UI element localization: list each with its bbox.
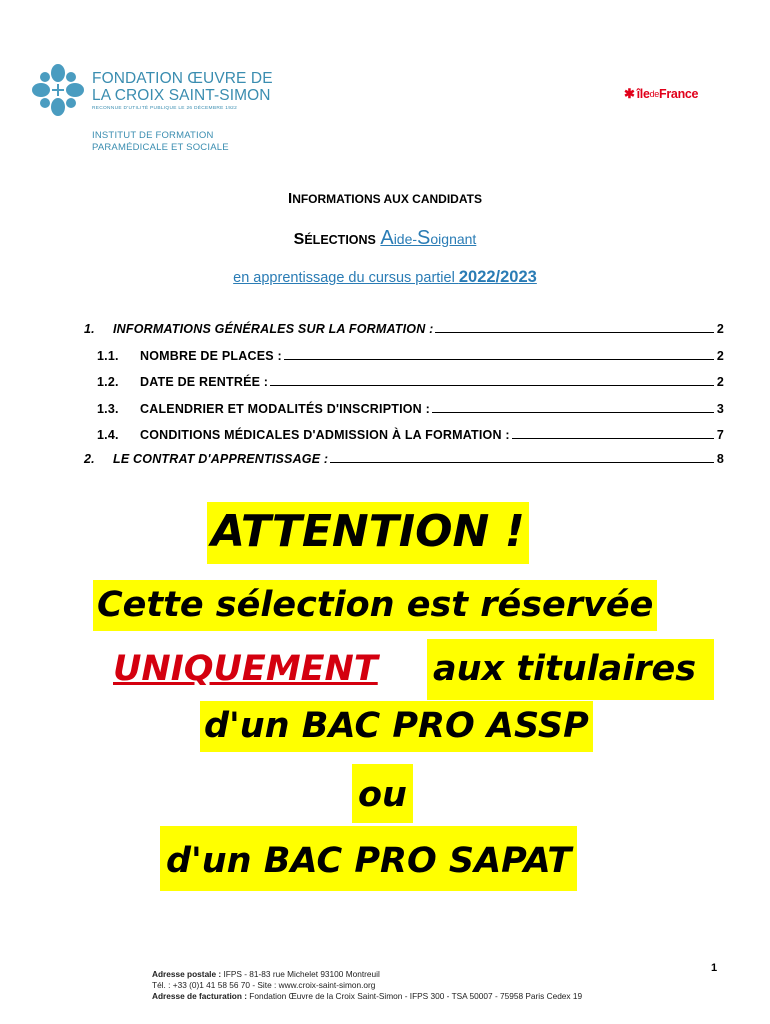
toc-page: 8 <box>716 452 724 466</box>
cursus-subtitle <box>0 268 770 287</box>
star-icon: ✱ <box>624 86 635 101</box>
org-line-2: LA CROIX SAINT-SIMON <box>92 87 271 104</box>
toc-title: NOMBRE DE PLACES : <box>140 349 282 363</box>
toc-title: CALENDRIER ET MODALITÉS D'INSCRIPTION : <box>140 402 430 416</box>
toc-leader <box>270 384 714 386</box>
title-cap: I <box>288 190 293 207</box>
footer-contact: Tél. : +33 (0)1 41 58 56 70 - Site : www.croix-saint-simon.org <box>152 980 376 990</box>
toc-entry[interactable] <box>97 398 724 416</box>
toc-page: 2 <box>716 349 724 363</box>
attention-line-2: aux titulaires <box>433 649 697 689</box>
selection-cap: S <box>293 231 305 248</box>
toc-title: LE CONTRAT D'APPRENTISSAGE : <box>113 452 329 466</box>
ile-de-france-logo <box>624 86 698 102</box>
attention-line-3: d'un BAC PRO ASSP <box>200 701 593 752</box>
selection-rest: ÉLECTIONS <box>304 233 376 247</box>
toc-number: 2. <box>84 452 95 466</box>
toc-entry[interactable] <box>97 345 724 363</box>
foundation-logo-icon <box>32 64 84 116</box>
attention-line-1: Cette sélection est réservée <box>93 580 657 631</box>
toc-title: CONDITIONS MÉDICALES D'ADMISSION À LA FORMATION : <box>140 428 510 442</box>
aide-soignant-link[interactable] <box>380 227 477 249</box>
toc-number: 1.3. <box>97 402 119 416</box>
toc-page: 2 <box>716 322 724 336</box>
organization-name <box>92 70 273 113</box>
region-logo-end: France <box>659 87 699 101</box>
page-number: 1 <box>711 962 718 974</box>
region-logo-main: île <box>636 87 650 101</box>
footer-postal-text: IFPS - 81-83 rue Michelet 93100 Montreuil <box>221 969 380 979</box>
toc-title: DATE DE RENTRÉE : <box>140 375 269 389</box>
footer-postal-label: Adresse postale : <box>152 969 222 979</box>
link-part-b: ide- <box>393 231 418 247</box>
toc-number: 1.4. <box>97 428 119 442</box>
toc-leader <box>330 461 714 463</box>
toc-leader <box>512 437 714 439</box>
toc-entry[interactable] <box>84 448 724 466</box>
toc-number: 1.2. <box>97 375 119 389</box>
cursus-text: en apprentissage du cursus partiel <box>233 270 459 286</box>
toc-page: 3 <box>716 402 724 416</box>
toc-leader <box>284 358 714 360</box>
org-line-1: FONDATION ŒUVRE DE <box>92 70 273 87</box>
attention-uniquement: UNIQUEMENT <box>113 649 378 689</box>
footer-billing-address <box>152 991 582 1002</box>
link-part-d: oignant <box>430 231 477 247</box>
link-part-a: A <box>380 227 394 249</box>
toc-entry[interactable] <box>97 371 724 389</box>
footer-billing-label: Adresse de facturation : <box>152 991 247 1001</box>
toc-entry[interactable] <box>84 318 724 336</box>
selection-title <box>0 227 770 250</box>
title-rest: NFORMATIONS AUX CANDIDATS <box>292 192 482 206</box>
toc-page: 7 <box>716 428 724 442</box>
toc-page: 2 <box>716 375 724 389</box>
toc-number: 1. <box>84 322 95 336</box>
document-title <box>0 190 770 207</box>
toc-leader <box>432 411 714 413</box>
attention-heading: ATTENTION ! <box>207 502 529 564</box>
toc-leader <box>435 331 713 333</box>
toc-number: 1.1. <box>97 349 119 363</box>
link-part-c: S <box>417 227 431 249</box>
cursus-year: 2022/2023 <box>458 268 537 286</box>
institute-name <box>92 130 229 154</box>
attention-line-5: d'un BAC PRO SAPAT <box>160 826 577 891</box>
footer-billing-text: Fondation Œuvre de la Croix Saint-Simon - IFPS 300 - TSA 50007 - 75958 Paris Cedex 19 <box>246 991 583 1001</box>
page-footer <box>152 969 582 1002</box>
footer-postal-address <box>152 969 582 980</box>
org-subtitle: RECONNUE D'UTILITÉ PUBLIQUE LE 26 DÉCEMBRE 1922 <box>92 106 238 111</box>
toc-entry[interactable] <box>97 424 724 442</box>
region-logo-de: de <box>649 89 660 99</box>
toc-title: INFORMATIONS GÉNÉRALES SUR LA FORMATION : <box>113 322 434 336</box>
attention-line-4: ou <box>352 764 413 823</box>
institute-line-1: INSTITUT DE FORMATION <box>92 130 214 141</box>
institute-line-2: PARAMÉDICALE ET SOCIALE <box>92 142 229 153</box>
